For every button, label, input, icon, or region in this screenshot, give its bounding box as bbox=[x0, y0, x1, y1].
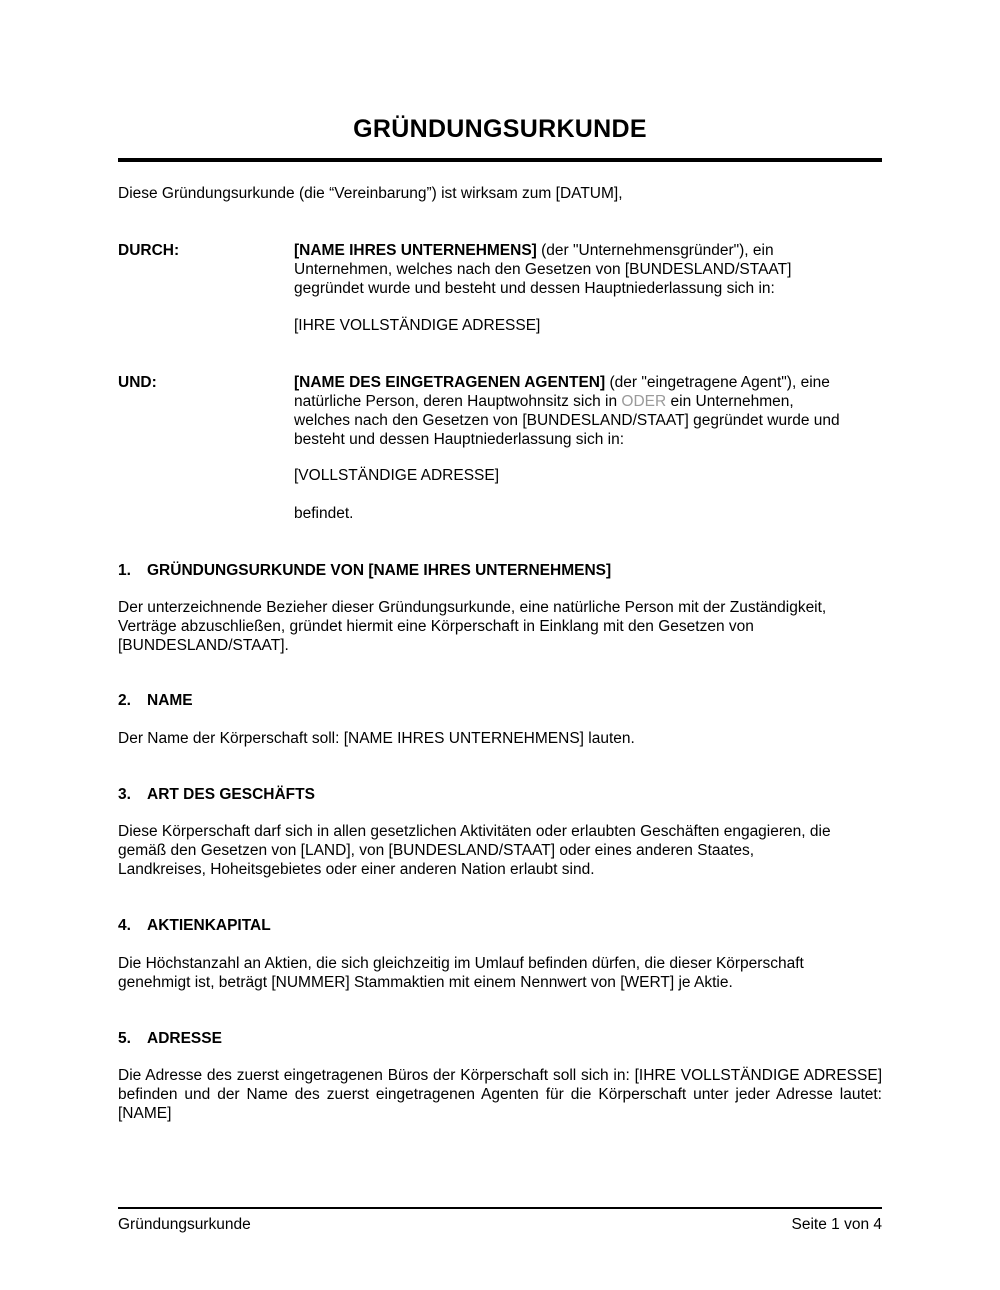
section-5-body: Die Adresse des zuerst eingetragenen Büros der Körperschaft soll sich in: [IHRE VOLLSTÄNDIGE ADRESSE] befinden und der Name des zuerst eingetragenen Agenten für die Körperschaft unter jeder Adresse lautet: [NAME] bbox=[118, 1067, 882, 1122]
party2-name: [NAME DES EINGETRAGENEN AGENTEN] bbox=[294, 374, 606, 391]
party1-line2: Unternehmen, welches nach den Gesetzen von [BUNDESLAND/STAAT] bbox=[294, 261, 792, 278]
party2-address: [VOLLSTÄNDIGE ADRESSE] bbox=[294, 467, 500, 484]
party1-address: [IHRE VOLLSTÄNDIGE ADRESSE] bbox=[294, 317, 541, 334]
intro-paragraph: Diese Gründungsurkunde (die “Vereinbarung”) ist wirksam zum [DATUM], bbox=[118, 185, 623, 202]
document-title: GRÜNDUNGSURKUNDE bbox=[353, 115, 647, 143]
section-1-heading: 1. GRÜNDUNGSURKUNDE VON [NAME IHRES UNTERNEHMENS] bbox=[118, 562, 612, 579]
document-page bbox=[118, 0, 882, 1290]
party1-line3: gegründet wurde und besteht und dessen Hauptniederlassung sich in: bbox=[294, 280, 775, 297]
section-2-heading: 2. NAME bbox=[118, 692, 193, 709]
footer-page-number: Seite 1 von 4 bbox=[791, 1216, 882, 1233]
party2-closing: befindet. bbox=[294, 505, 354, 522]
footer-rule bbox=[118, 1207, 882, 1209]
title-rule bbox=[118, 158, 882, 162]
section-4-heading: 4. AKTIENKAPITAL bbox=[118, 917, 271, 934]
section-2-body: Der Name der Körperschaft soll: [NAME IHRES UNTERNEHMENS] lauten. bbox=[118, 730, 635, 747]
party1-line1: [NAME IHRES UNTERNEHMENS] (der "Unternehmensgründer"), ein bbox=[294, 242, 774, 259]
or-marker: ODER bbox=[621, 393, 667, 410]
party1-label: DURCH: bbox=[118, 242, 180, 259]
party2-text bbox=[294, 373, 882, 449]
party2-line4: besteht und dessen Hauptniederlassung sich in: bbox=[294, 431, 625, 448]
footer-document-name: Gründungsurkunde bbox=[118, 1216, 251, 1233]
party1-text bbox=[294, 241, 882, 298]
section-4-body: Die Höchstanzahl an Aktien, die sich gleichzeitig im Umlauf befinden dürfen, die dieser Körperschaft genehmigt ist, beträgt [NUMMER] Stammaktien mit einem Nennwert von [WERT] je Aktie. bbox=[118, 955, 804, 991]
party2-line1: [NAME DES EINGETRAGENEN AGENTEN] (der "eingetragene Agent"), eine bbox=[294, 374, 830, 391]
section-3-body: Diese Körperschaft darf sich in allen gesetzlichen Aktivitäten oder erlaubten Geschäften engagieren, die gemäß den Gesetzen von [LAND], von [BUNDESLAND/STAAT] oder eines anderen Staates, Landkreises, Hoheitsgebietes oder einer anderen Nation erlaubt sind. bbox=[118, 823, 831, 878]
party1-name: [NAME IHRES UNTERNEHMENS] bbox=[294, 242, 537, 259]
section-1-body: Der unterzeichnende Bezieher dieser Gründungsurkunde, eine natürliche Person mit der Zuständigkeit, Verträge abzuschließen, gründet hiermit eine Körperschaft in Einklang mit den Gesetzen von [BUNDESLAND/STAAT]. bbox=[118, 599, 827, 654]
section-3-heading: 3. ART DES GESCHÄFTS bbox=[118, 786, 315, 803]
party2-line3: welches nach den Gesetzen von [BUNDESLAND/STAAT] gegründet wurde und bbox=[294, 412, 840, 429]
party2-label: UND: bbox=[118, 374, 157, 391]
section-5-heading: 5. ADRESSE bbox=[118, 1030, 222, 1047]
party2-line2: natürliche Person, deren Hauptwohnsitz sich in ODER ein Unternehmen, bbox=[294, 393, 794, 410]
